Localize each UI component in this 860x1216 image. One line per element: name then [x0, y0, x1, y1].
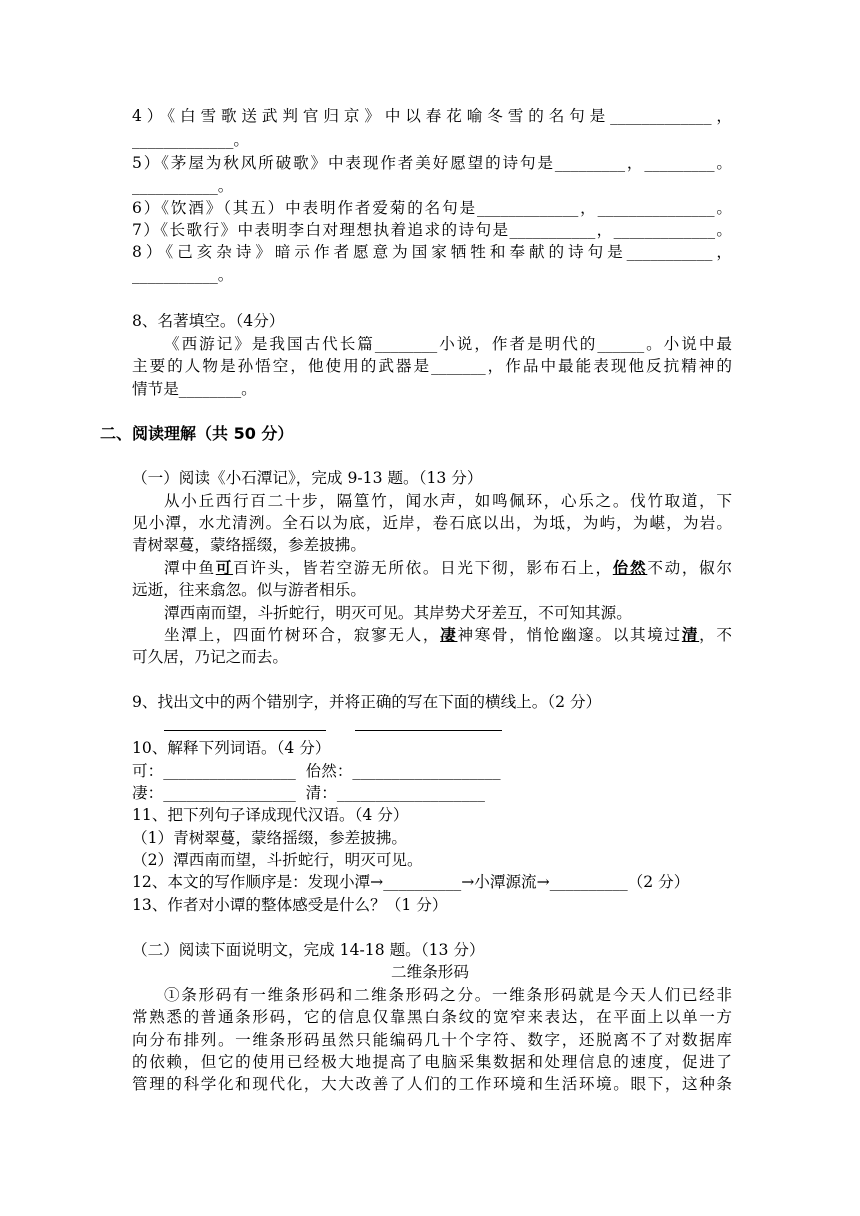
q8-para-2: 主要的人物是孙悟空，他使用的武器是_______，作品中最能表现他反抗精神的 [132, 357, 732, 375]
article-line-4: 的依赖，但它的使用已经极大地提高了电脑采集数据和处理信息的速度，促进了 [132, 1053, 732, 1071]
q10-title: 10、解释下列词语。（4 分） [132, 739, 331, 757]
passage-text: 神寒骨，悄怆幽邃。以其境过 [457, 626, 682, 644]
passage-line-d1 [164, 624, 732, 646]
article-line-2: 常熟悉的普通条形码，它的信息仅靠黑白条纹的宽窄来表达，在平面上以单一方 [132, 1008, 732, 1026]
poem-line-4b: _____________。 [132, 131, 249, 149]
q8-para-1: 《西游记》是我国古代长篇________小说，作者是明代的______。小说中最 [164, 335, 732, 353]
article-line-3: 向分布排列。一维条形码虽然只能编码几十个字符、数字，还脱离不了对数据库 [132, 1031, 732, 1049]
passage-text: 潭中鱼 [164, 559, 216, 577]
q9-answer-line-2[interactable] [355, 730, 502, 731]
passage-text: 坐潭上，四面竹树环合，寂寥无人， [164, 626, 441, 644]
passage-line-b1 [164, 557, 732, 579]
passage-line-b2: 远逝，往来翕忽。似与游者相乐。 [132, 581, 366, 599]
q11-sentence-2: （2）潭西南而望，斗折蛇行，明灭可见。 [132, 851, 423, 869]
key-word-qing: 清 [681, 625, 700, 644]
key-word-ke: 可 [215, 558, 234, 577]
article-title: 二维条形码 [391, 963, 469, 981]
article-line-1: ①条形码有一维条形码和二维条形码之分。一维条形码就是今天人们已经非 [164, 986, 732, 1004]
q10-row-1: 可：_________________ 佁然：___________________ [132, 762, 501, 780]
poem-line-7: 7）《长歌行》中表明李白对理想执着追求的诗句是___________，_____________。 [132, 221, 732, 239]
q12-text: 12、本文的写作顺序是：发现小潭→__________→小潭源流→__________（2 分） [132, 873, 690, 891]
part2-intro: （二）阅读下面说明文，完成 14-18 题。（13 分） [132, 941, 485, 959]
passage-text: 百许头，皆若空游无所依。日光下彻，影布石上， [233, 559, 613, 577]
q10-row-2: 凄：_________________ 清：___________________ [132, 784, 485, 802]
section-2-heading: 二、阅读理解（共 50 分） [100, 424, 294, 443]
key-word-yiran: 佁然 [612, 558, 648, 577]
q13-text: 13、作者对小谭的整体感受是什么？（1 分） [132, 896, 448, 914]
poem-line-5a: 5）《茅屋为秋风所破歌》中表现作者美好愿望的诗句是_________，_________。 [132, 154, 732, 172]
q9-text: 9、找出文中的两个错别字，并将正确的写在下面的横线上。（2 分） [132, 693, 602, 711]
q11-sentence-1: （1）青树翠蔓，蒙络摇缀，参差披拂。 [132, 829, 408, 847]
q9-answer-line-1[interactable] [164, 730, 326, 731]
passage-line-a2: 见小潭，水尤清洌。全石以为底，近岸，卷石底以出，为坻，为屿，为嵁，为岩。 [132, 514, 732, 532]
passage-text: ，不 [699, 626, 732, 644]
poem-line-5b: ___________。 [132, 177, 234, 195]
passage-line-a1: 从小丘西行百二十步，隔篁竹，闻水声，如鸣佩环，心乐之。伐竹取道，下 [164, 492, 732, 510]
poem-line-8b: ___________。 [132, 266, 234, 284]
passage-line-d2: 可久居，乃记之而去。 [132, 648, 288, 666]
passage-line-a3: 青树翠蔓，蒙络摇缀，参差披拂。 [132, 536, 366, 554]
poem-line-6: 6）《饮酒》（其五）中表明作者爱菊的名句是_____________，_______________。 [132, 199, 732, 217]
passage-text: 不动，俶尔 [647, 559, 732, 577]
q8-title: 8、名著填空。（4分） [132, 312, 285, 330]
passage-line-c1: 潭西南而望，斗折蛇行，明灭可见。其岸势犬牙差互，不可知其源。 [164, 604, 632, 622]
q11-title: 11、把下列句子译成现代汉语。（4 分） [132, 806, 409, 824]
poem-line-8a: 8）《己亥杂诗》暗示作者愿意为国家牺牲和奉献的诗句是___________， [132, 243, 732, 261]
q8-para-3: 情节是________。 [132, 380, 257, 398]
poem-line-4a: 4）《白雪歌送武判官归京》中以春花喻冬雪的名句是_____________， [132, 107, 732, 125]
part1-intro: （一）阅读《小石潭记》，完成 9-13 题。（13 分） [132, 469, 483, 487]
article-line-5: 管理的科学化和现代化，大大改善了人们的工作环境和生活环境。眼下，这种条 [132, 1075, 732, 1093]
key-word-qi: 凄 [440, 625, 458, 644]
